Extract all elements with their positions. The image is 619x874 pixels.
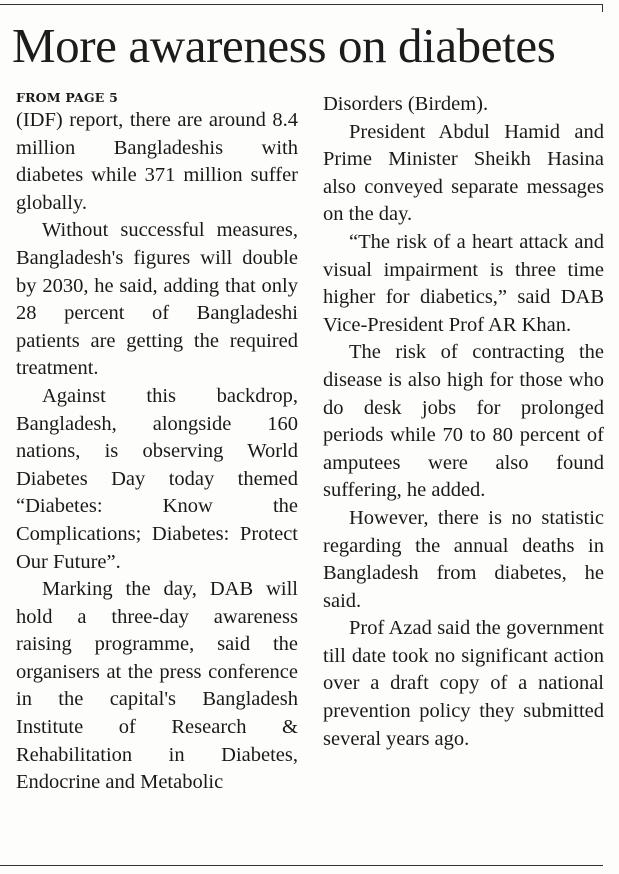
paragraph: Marking the day, DAB will hold a three-day awareness raising programme, said the organisers at the press conference in the capital's Bangladesh Institute of Research & Rehabilitation in Diabetes, Endocrine and Metabolic (16, 578, 298, 794)
paragraph: President Abdul Hamid and Prime Minister Sheikh Hasina also conveyed separate messages on the day. (323, 120, 604, 226)
corner-rule (602, 4, 603, 12)
continued-from-label: FROM PAGE 5 (16, 90, 118, 105)
left-column (16, 88, 298, 797)
paragraph: “The risk of a heart attack and visual impairment is three time higher for diabetics,” said DAB Vice-President Prof AR Khan. (323, 230, 604, 336)
paragraph: Against this backdrop, Bangladesh, alongside 160 nations, is observing World Diabetes Day today themed “Diabetes: Know the Complications; Diabetes: Protect Our Future”. (16, 384, 298, 573)
paragraph: Without successful measures, Bangladesh's figures will double by 2030, he said, adding that only 28 percent of Bangladeshi patients are getting the required treatment. (16, 219, 298, 380)
bottom-rule (0, 865, 603, 866)
paragraph: (IDF) report, there are around 8.4 million Bangladeshis with diabetes while 371 million suffer globally. (16, 109, 298, 214)
paragraph: Prof Azad said the government till date took no significant action over a draft copy of a national prevention policy they submitted several years ago. (323, 617, 604, 750)
headline: More awareness on diabetes (12, 18, 556, 73)
right-column (323, 91, 604, 753)
paragraph: However, there is no statistic regarding the annual deaths in Bangladesh from diabetes, he said. (323, 506, 604, 612)
top-rule (0, 4, 603, 5)
paragraph: The risk of contracting the disease is also high for those who do desk jobs for prolonged periods while 70 to 80 percent of amputees were also found suffering, he added. (323, 341, 604, 502)
paragraph: Disorders (Birdem). (323, 93, 489, 115)
